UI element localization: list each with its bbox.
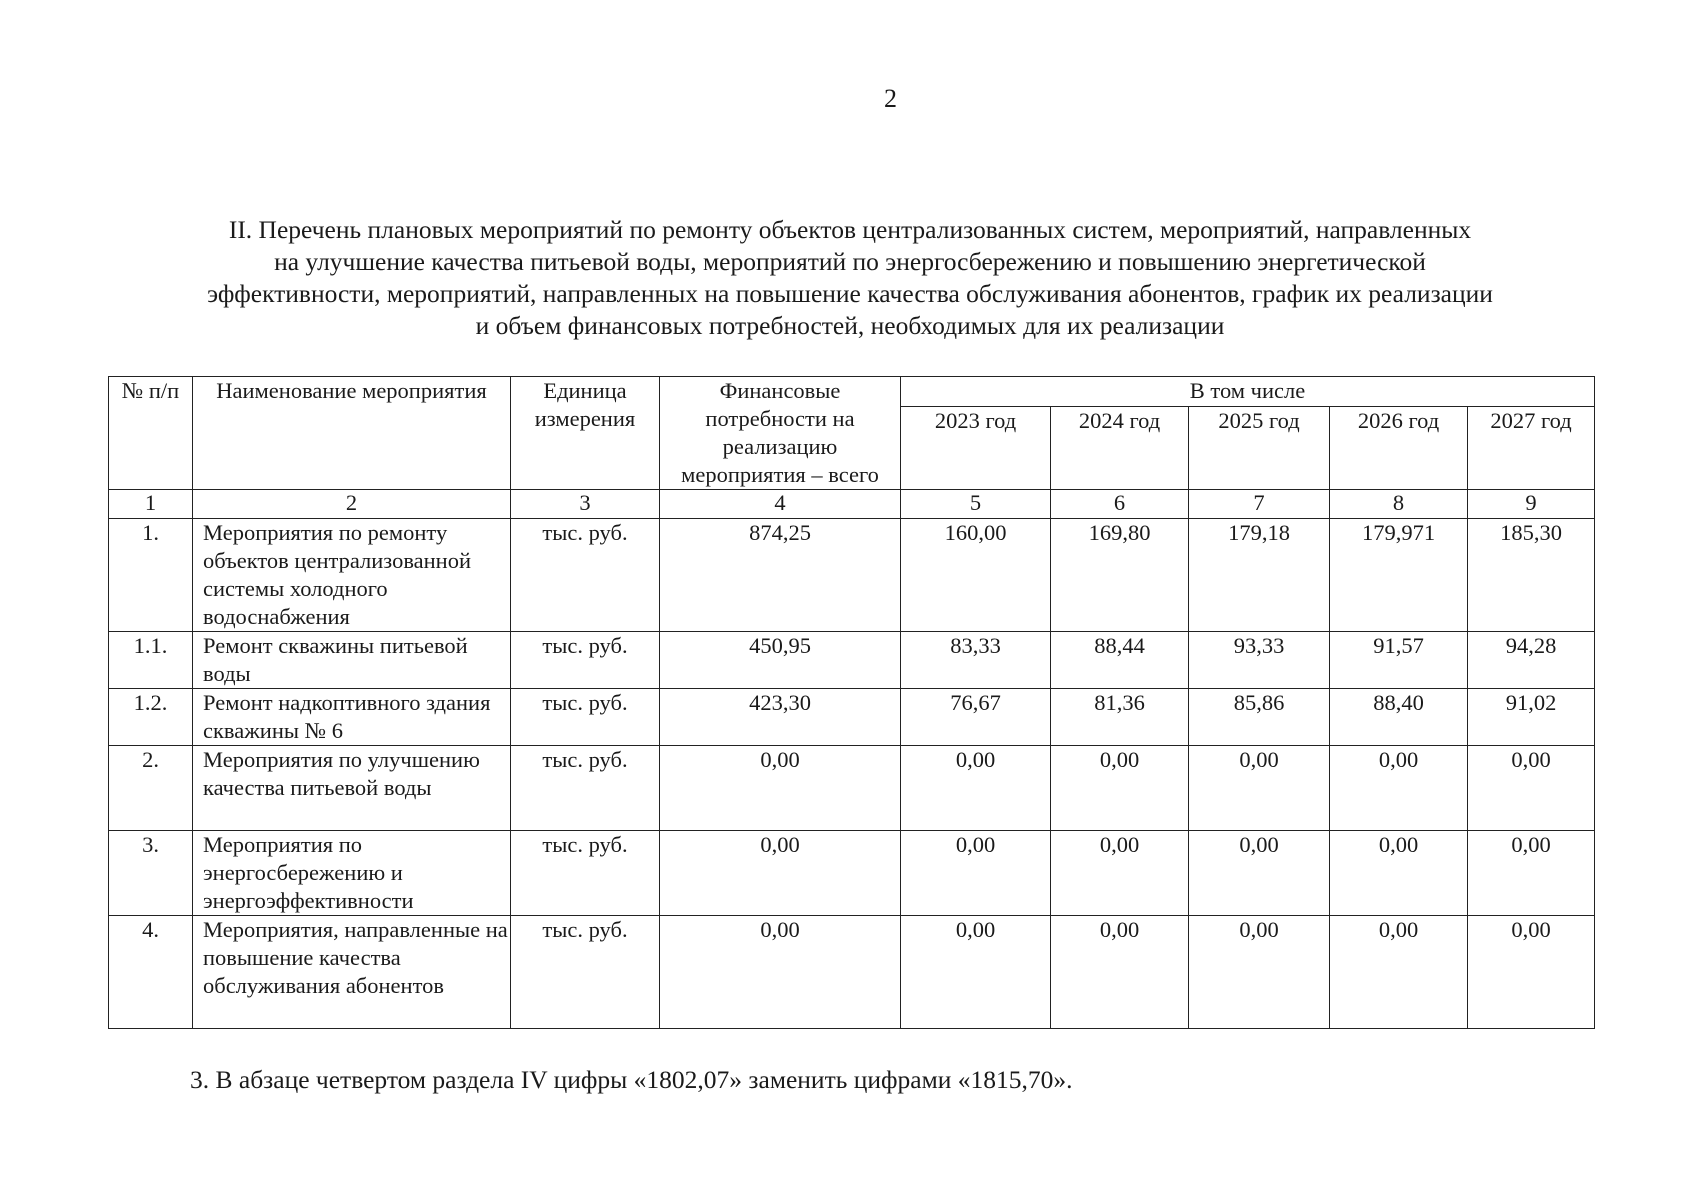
row-total: 874,25 xyxy=(660,519,901,632)
row-name: Мероприятия по улучшению качества питьевой воды xyxy=(193,746,511,831)
row-2027: 185,30 xyxy=(1468,519,1595,632)
row-2027: 94,28 xyxy=(1468,632,1595,689)
row-2025: 93,33 xyxy=(1189,632,1330,689)
heading-line: II. Перечень плановых мероприятий по ремонту объектов централизованных систем, мероприятий, направленных xyxy=(228,215,1472,244)
row-2024: 88,44 xyxy=(1051,632,1189,689)
row-2027: 0,00 xyxy=(1468,746,1595,831)
table-row xyxy=(109,916,1595,1029)
row-2025: 179,18 xyxy=(1189,519,1330,632)
col-number: 4 xyxy=(660,490,901,519)
header-year: 2027 год xyxy=(1468,406,1595,489)
row-2023: 160,00 xyxy=(901,519,1051,632)
heading-line: на улучшение качества питьевой воды, мероприятий по энергосбережению и повышению энергетической xyxy=(274,247,1426,276)
row-num: 3. xyxy=(109,831,193,916)
row-2024: 169,80 xyxy=(1051,519,1189,632)
col-number: 7 xyxy=(1189,490,1330,519)
row-2023: 0,00 xyxy=(901,746,1051,831)
row-2023: 0,00 xyxy=(901,916,1051,1029)
row-total: 0,00 xyxy=(660,831,901,916)
row-name: Мероприятия по энергосбережению и энергоэффективности xyxy=(193,831,511,916)
row-name: Ремонт скважины питьевой воды xyxy=(193,632,511,689)
row-total: 0,00 xyxy=(660,916,901,1029)
row-2023: 0,00 xyxy=(901,831,1051,916)
header-name: Наименование мероприятия xyxy=(193,377,511,490)
row-num: 1. xyxy=(109,519,193,632)
row-2026: 91,57 xyxy=(1330,632,1468,689)
col-number: 9 xyxy=(1468,490,1595,519)
table-row xyxy=(109,689,1595,746)
row-unit: тыс. руб. xyxy=(511,831,660,916)
row-total: 450,95 xyxy=(660,632,901,689)
row-unit: тыс. руб. xyxy=(511,519,660,632)
header-unit: Единица измерения xyxy=(511,377,660,490)
column-number-row xyxy=(109,490,1595,519)
table-row xyxy=(109,519,1595,632)
row-2025: 85,86 xyxy=(1189,689,1330,746)
col-number: 1 xyxy=(109,490,193,519)
amendment-paragraph: 3. В абзаце четвертом раздела IV цифры «1802,07» заменить цифрами «1815,70». xyxy=(190,1065,1073,1094)
table-row xyxy=(109,746,1595,831)
row-name: Мероприятия по ремонту объектов централизованной системы холодного водоснабжения xyxy=(193,519,511,632)
row-num: 1.2. xyxy=(109,689,193,746)
heading-line: эффективности, мероприятий, направленных на повышение качества обслуживания абонентов, график их реализации xyxy=(207,279,1493,308)
col-number: 6 xyxy=(1051,490,1189,519)
row-2026: 0,00 xyxy=(1330,831,1468,916)
row-num: 2. xyxy=(109,746,193,831)
row-2026: 179,971 xyxy=(1330,519,1468,632)
row-unit: тыс. руб. xyxy=(511,632,660,689)
row-name: Ремонт надкоптивного здания скважины № 6 xyxy=(193,689,511,746)
row-unit: тыс. руб. xyxy=(511,746,660,831)
header-year: 2023 год xyxy=(901,406,1051,489)
row-2026: 88,40 xyxy=(1330,689,1468,746)
row-unit: тыс. руб. xyxy=(511,916,660,1029)
row-2026: 0,00 xyxy=(1330,916,1468,1029)
header-row xyxy=(109,377,1595,407)
row-2025: 0,00 xyxy=(1189,746,1330,831)
row-unit: тыс. руб. xyxy=(511,689,660,746)
table-row xyxy=(109,831,1595,916)
header-year: 2026 год xyxy=(1330,406,1468,489)
header-num: № п/п xyxy=(109,377,193,490)
col-number: 5 xyxy=(901,490,1051,519)
row-2023: 83,33 xyxy=(901,632,1051,689)
table-row xyxy=(109,632,1595,689)
activities-table xyxy=(108,376,1595,1029)
row-2025: 0,00 xyxy=(1189,916,1330,1029)
row-2024: 0,00 xyxy=(1051,831,1189,916)
heading-line: и объем финансовых потребностей, необходимых для их реализации xyxy=(475,311,1225,340)
row-2023: 76,67 xyxy=(901,689,1051,746)
row-2024: 0,00 xyxy=(1051,746,1189,831)
section-heading xyxy=(100,214,1600,342)
row-name: Мероприятия, направленные на повышение качества обслуживания абонентов xyxy=(193,916,511,1029)
row-2027: 91,02 xyxy=(1468,689,1595,746)
row-num: 1.1. xyxy=(109,632,193,689)
page-number: 2 xyxy=(884,84,897,113)
row-2026: 0,00 xyxy=(1330,746,1468,831)
header-total: Финансовые потребности на реализацию мероприятия – всего xyxy=(660,377,901,490)
row-2025: 0,00 xyxy=(1189,831,1330,916)
row-2027: 0,00 xyxy=(1468,916,1595,1029)
row-total: 423,30 xyxy=(660,689,901,746)
row-2024: 81,36 xyxy=(1051,689,1189,746)
header-including: В том числе xyxy=(901,377,1595,407)
col-number: 8 xyxy=(1330,490,1468,519)
header-year: 2025 год xyxy=(1189,406,1330,489)
row-total: 0,00 xyxy=(660,746,901,831)
col-number: 3 xyxy=(511,490,660,519)
row-2027: 0,00 xyxy=(1468,831,1595,916)
col-number: 2 xyxy=(193,490,511,519)
header-year: 2024 год xyxy=(1051,406,1189,489)
row-num: 4. xyxy=(109,916,193,1029)
row-2024: 0,00 xyxy=(1051,916,1189,1029)
